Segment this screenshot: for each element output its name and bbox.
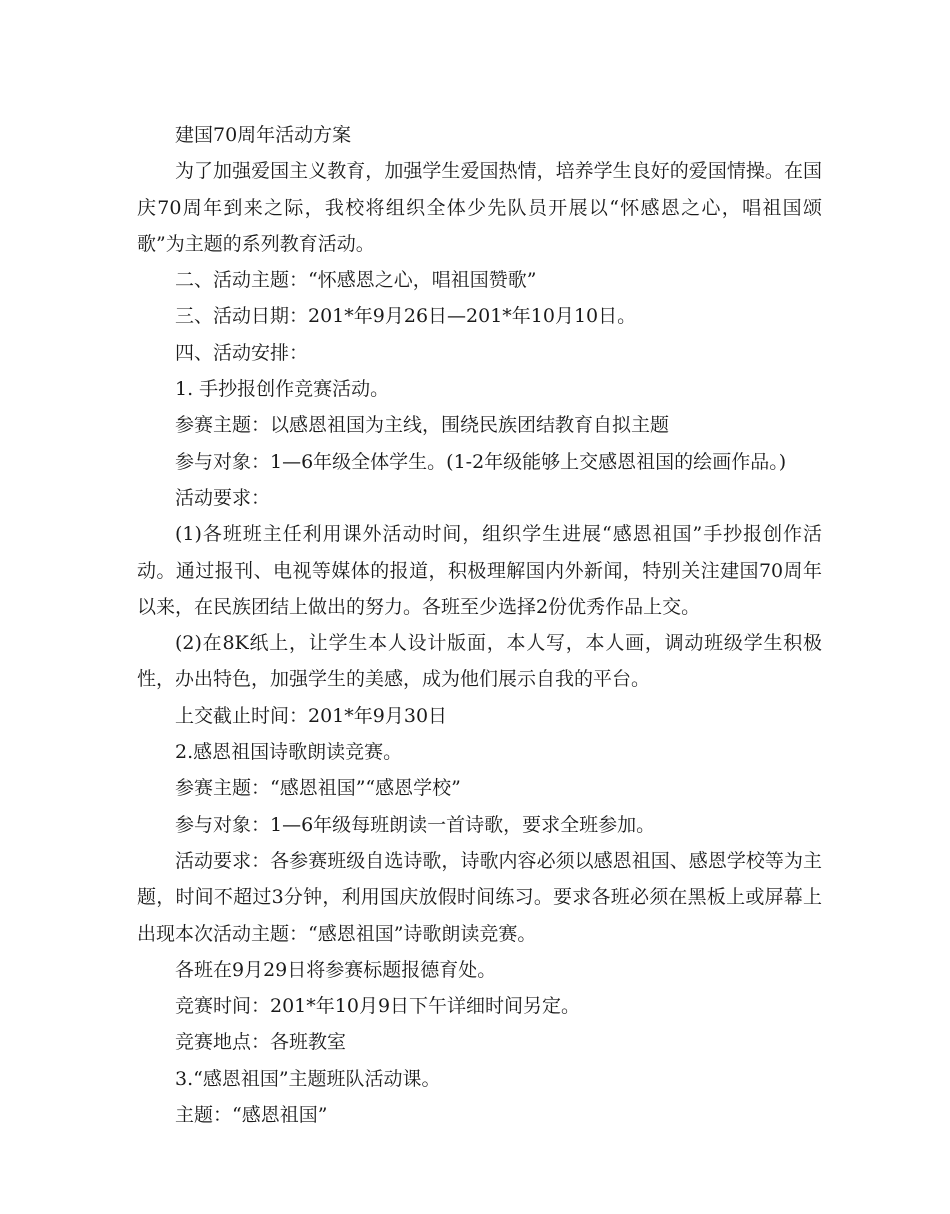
intro-paragraph: 为了加强爱国主义教育，加强学生爱国热情，培养学生良好的爱国情操。在国庆70周年到来之际，我校将组织全体少先队员开展以“怀感恩之心，唱祖国颂歌”为主题的系列教育活动。 bbox=[137, 160, 822, 255]
item-1-requirements-heading: 活动要求： bbox=[175, 486, 271, 509]
item-2-time: 竞赛时间：201*年10月9日下午详细时间另定。 bbox=[175, 995, 581, 1018]
item-2-submission: 各班在9月29日将参赛标题报德育处。 bbox=[175, 958, 497, 981]
document-body bbox=[137, 117, 822, 1133]
item-1-requirement-2: (2)在8K纸上，让学生本人设计版面，本人写，本人画，调动班级学生积极性，办出特色，加强学生的美感，成为他们展示自我的平台。 bbox=[137, 632, 822, 691]
activity-dates: 三、活动日期：201*年9月26日—201*年10月10日。 bbox=[175, 305, 637, 328]
item-1-theme: 参赛主题：以感恩祖国为主线，围绕民族团结教育自拟主题 bbox=[175, 414, 670, 437]
item-1-deadline: 上交截止时间：201*年9月30日 bbox=[175, 704, 448, 727]
document-title: 建国70周年活动方案 bbox=[175, 124, 352, 146]
item-2-heading: 2.感恩祖国诗歌朗读竞赛。 bbox=[175, 741, 403, 764]
item-1-heading: 1. 手抄报创作竞赛活动。 bbox=[175, 378, 390, 401]
item-1-requirement-1: (1)各班班主任利用课外活动时间，组织学生进展“感恩祖国”手抄报创作活动。通过报刊、电视等媒体的报道，积极理解国内外新闻，特别关注建国70周年以来，在民族团结上做出的努力。各班至少选择2份优秀作品上交。 bbox=[137, 523, 822, 618]
item-1-participants: 参与对象：1—6年级全体学生。(1-2年级能够上交感恩祖国的绘画作品。) bbox=[175, 450, 787, 473]
item-3-theme: 主题：“感恩祖国” bbox=[175, 1104, 328, 1127]
activity-arrangement-heading: 四、活动安排： bbox=[175, 341, 309, 364]
item-2-location: 竞赛地点：各班教室 bbox=[175, 1031, 347, 1054]
item-3-heading: 3.“感恩祖国”主题班队活动课。 bbox=[175, 1067, 441, 1090]
item-2-participants: 参与对象：1—6年级每班朗读一首诗歌，要求全班参加。 bbox=[175, 813, 656, 836]
item-2-requirements: 活动要求：各参赛班级自选诗歌，诗歌内容必须以感恩祖国、感恩学校等为主题，时间不超过3分钟，利用国庆放假时间练习。要求各班必须在黑板上或屏幕上出现本次活动主题：“感恩祖国”诗歌朗读竞赛。 bbox=[137, 849, 822, 945]
activity-theme: 二、活动主题：“怀感恩之心，唱祖国赞歌” bbox=[175, 269, 537, 292]
item-2-theme: 参赛主题：“感恩祖国”“感恩学校” bbox=[175, 777, 461, 800]
